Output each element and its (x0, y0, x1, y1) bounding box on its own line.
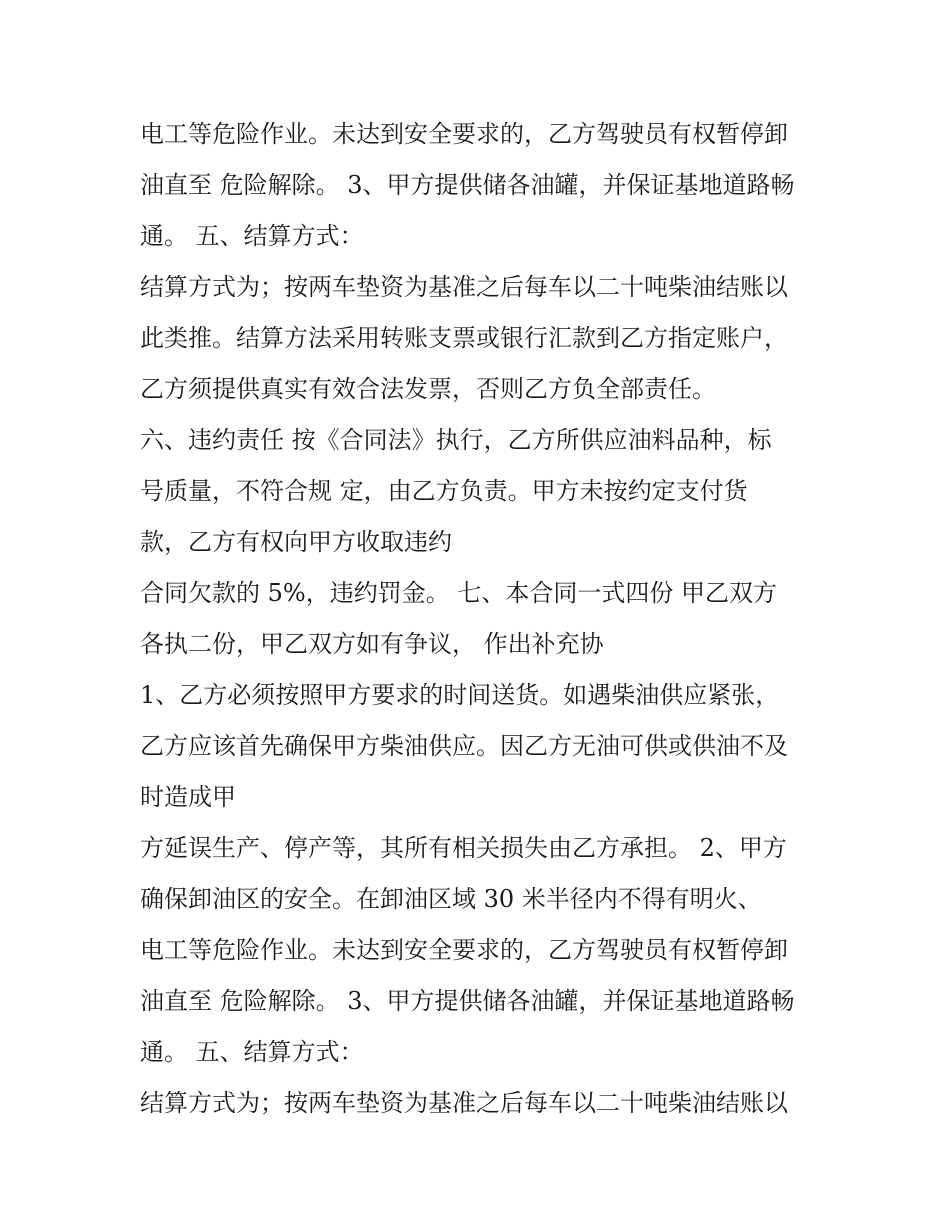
document-body (140, 109, 830, 1129)
text-line: 各执二份，甲乙双方如有争议， 作出补充协 (140, 630, 604, 658)
text-line: 合同欠款的 5%，违约罚金。 七、本合同一式四份 甲乙双方 (140, 579, 777, 607)
text-line: 确保卸油区的安全。在卸油区域 30 米半径内不得有明火、 (140, 885, 762, 913)
text-line: 乙方须提供真实有效合法发票，否则乙方负全部责任。 (140, 375, 716, 403)
text-line: 1、乙方必须按照甲方要求的时间送货。如遇柴油供应紧张， (140, 681, 780, 709)
text-line: 通。 五、结算方式： (140, 222, 364, 250)
text-line: 油直至 危险解除。 3、甲方提供储各油罐，并保证基地道路畅 (140, 987, 795, 1015)
text-line: 方延误生产、停产等，其所有相关损失由乙方承担。 2、甲方 (140, 834, 787, 862)
text-line: 通。 五、结算方式： (140, 1038, 364, 1066)
text-line: 此类推。结算方法采用转账支票或银行汇款到乙方指定账户， (140, 324, 788, 352)
text-line: 时造成甲 (140, 783, 236, 811)
text-line: 结算方式为；按两车垫资为基准之后每车以二十吨柴油结账以 (140, 273, 788, 301)
text-line: 号质量，不符合规 定，由乙方负责。甲方未按约定支付货 (140, 477, 748, 505)
text-line: 电工等危险作业。未达到安全要求的，乙方驾驶员有权暂停卸 (140, 120, 788, 148)
text-line: 乙方应该首先确保甲方柴油供应。因乙方无油可供或供油不及 (140, 732, 788, 760)
text-line: 款，乙方有权向甲方收取违约 (140, 528, 452, 556)
text-line: 结算方式为；按两车垫资为基准之后每车以二十吨柴油结账以 (140, 1089, 788, 1117)
text-line: 油直至 危险解除。 3、甲方提供储各油罐，并保证基地道路畅 (140, 171, 795, 199)
text-line: 六、违约责任 按《合同法》执行，乙方所供应油料品种，标 (140, 426, 772, 454)
text-line: 电工等危险作业。未达到安全要求的，乙方驾驶员有权暂停卸 (140, 936, 788, 964)
